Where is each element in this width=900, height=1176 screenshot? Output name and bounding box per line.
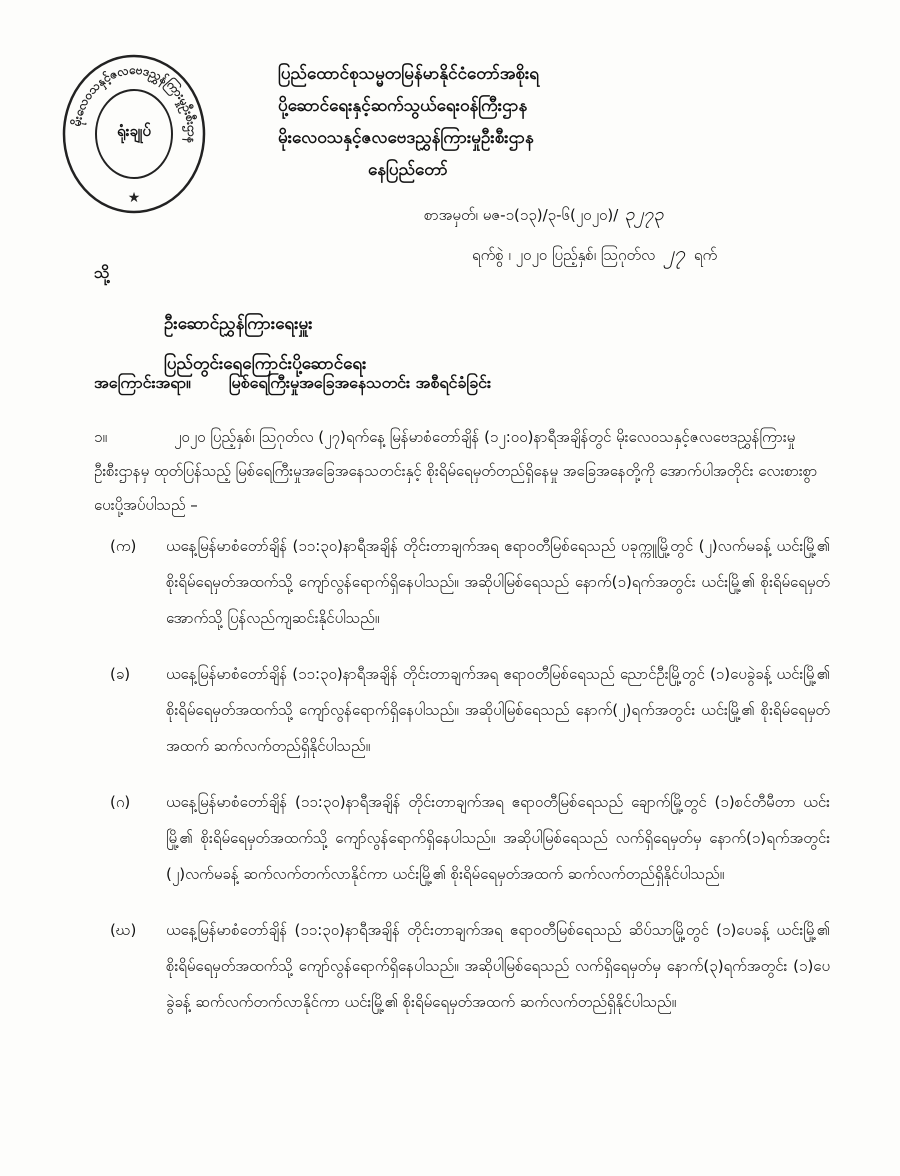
office-seal: [60, 52, 208, 216]
item-text: ယနေ့မြန်မာစံတော်ချိန် (၁၁:၃၀)နာရီအချိန် တိုင်းတာချက်အရ ဧရာဝတီမြစ်ရေသည် ညောင်ဦးမြို့တွင် (၁)ပေခွဲခန့် ယင်းမြို့၏ စိုးရိမ်ရေမှတ်အထက်သို့ ကျော်လွန်ရောက်ရှိနေပါသည်။ အဆိုပါမြစ်ရေသည် နောက်(၂)ရက်အတွင်း ယင်းမြို့၏ စိုးရိမ်ရေမှတ်အထက် ဆက်လက်တည်ရှိနိုင်ပါသည်။: [166, 665, 830, 755]
seal-center-text: ရုံးချုပ်: [117, 122, 151, 140]
item-text: ယနေ့မြန်မာစံတော်ချိန် (၁၁:၃၀)နာရီအချိန် တိုင်းတာချက်အရ ဧရာဝတီမြစ်ရေသည် ချောက်မြို့တွင် (၁)စင်တီမီတာ ယင်းမြို့၏ စိုးရိမ်ရေမှတ်အထက်သို့ ကျော်လွန်ရောက်ရှိနေပါသည်။ အဆိုပါမြစ်ရေသည် လက်ရှိရေမှတ်မှ နောက်(၁)ရက်အတွင်း (၂)လက်မခန့် ဆက်လက်တက်လာနိုင်ကာ ယင်းမြို့၏ စိုးရိမ်ရေမှတ်အထက် ဆက်လက်တည်ရှိနိုင်ပါသည်။: [166, 793, 830, 883]
reference-number: [424, 198, 664, 232]
item-text: ယနေ့မြန်မာစံတော်ချိန် (၁၁:၃၀)နာရီအချိန် တိုင်းတာချက်အရ ဧရာဝတီမြစ်ရေသည် ပခုက္ကူမြို့တွင် (၂)လက်မခန့် ယင်းမြို့၏ စိုးရိမ်ရေမှတ်အထက်သို့ ကျော်လွန်ရောက်ရှိနေပါသည်။ အဆိုပါမြစ်ရေသည် နောက်(၁)ရက်အတွင်း ယင်းမြို့၏ စိုးရိမ်ရေမှတ်အောက်သို့ ပြန်လည်ကျဆင်းနိုင်ပါသည်။: [166, 537, 830, 627]
date-prefix: ရက်စွဲ ၊ ၂၀၂၀ ပြည့်နှစ်၊ ဩဂုတ်လ: [472, 246, 656, 264]
item-marker: (ဂ): [110, 793, 131, 811]
list-item: [110, 656, 830, 764]
subject-line: [94, 372, 834, 396]
date-suffix: ရက်: [693, 246, 718, 264]
letter-date: [472, 236, 717, 272]
list-item: [110, 912, 830, 1020]
item-marker: (ဃ): [110, 921, 137, 939]
subject-text: မြစ်ရေကြီးမှုအခြေအနေသတင်း အစီရင်ခံခြင်း: [228, 373, 492, 392]
letterhead-government: ပြည်ထောင်စုသမ္မတမြန်မာနိုင်ငံတော်အစိုးရ: [278, 64, 540, 84]
paragraph-text: ၂၀၂၀ ပြည့်နှစ်၊ ဩဂုတ်လ (၂၇)ရက်နေ့ မြန်မာစံတော်ချိန် (၁၂:၀၀)နာရီအချိန်တွင် မိုးလေဝသနှင့်ဇလဗေဒညွှန်ကြားမှုဦးစီးဌာနမှ ထုတ်ပြန်သည့် မြစ်ရေကြီးမှုအခြေအနေသတင်းနှင့် စိုးရိမ်ရေမှတ်တည်ရှိနေမှု အခြေအနေတို့ကို အောက်ပါအတိုင်း လေးစားစွာ ပေးပို့အပ်ပါသည် –: [94, 428, 818, 514]
seal-star-icon: ★: [127, 190, 141, 206]
item-marker: (က): [110, 537, 137, 555]
paragraph-number: ၁။: [94, 428, 107, 446]
letterhead-city: နေပြည်တော်: [368, 160, 448, 180]
recipient-title: ဦးဆောင်ညွှန်ကြားရေးမှူး: [164, 314, 313, 334]
date-handwritten-day: ၂၇: [663, 241, 686, 265]
letterhead-department: မိုးလေဝသနှင့်ဇလဗေဒညွှန်ကြားမှုဦးစီးဌာန: [278, 128, 534, 148]
item-text: ယနေ့မြန်မာစံတော်ချိန် (၁၁:၃၀)နာရီအချိန် တိုင်းတာချက်အရ ဧရာဝတီမြစ်ရေသည် ဆိပ်သာမြို့တွင် (၁)ပေခန့် ယင်းမြို့၏ စိုးရိမ်ရေမှတ်အထက်သို့ ကျော်လွန်ရောက်ရှိနေပါသည်။ အဆိုပါမြစ်ရေသည် လက်ရှိရေမှတ်မှ နောက်(၃)ရက်အတွင်း (၁)ပေခွဲခန့် ဆက်လက်တက်လာနိုင်ကာ ယင်းမြို့၏ စိုးရိမ်ရေမှတ်အထက် ဆက်လက်တည်ရှိနိုင်ပါသည်။: [166, 921, 830, 1011]
to-label: သို့: [94, 263, 110, 282]
letterhead-ministry: ပို့ဆောင်ရေးနှင့်ဆက်သွယ်ရေးဝန်ကြီးဌာန: [278, 96, 528, 116]
item-marker: (ခ): [110, 665, 131, 683]
forecast-item-list: [110, 528, 830, 1040]
paragraph-1: [94, 420, 830, 522]
letterhead: [278, 58, 738, 186]
recipient-organization: ပြည်တွင်းရေကြောင်းပို့ဆောင်ရေး: [164, 354, 367, 374]
reference-handwritten-number: ၃၂၇၃: [624, 204, 664, 225]
list-item: [110, 784, 830, 892]
seal-ring-text: မိုးလေဝသနှင့်ဇလဗေဒညွှန်ကြားမှုဦးစီးဌာန: [69, 62, 200, 144]
reference-label: စာအမှတ်၊ မဇ-၁(၁၃)/၃-၆(၂၀၂၀)/: [424, 206, 619, 224]
list-item: [110, 528, 830, 636]
subject-label: အကြောင်းအရာ။: [94, 373, 191, 392]
